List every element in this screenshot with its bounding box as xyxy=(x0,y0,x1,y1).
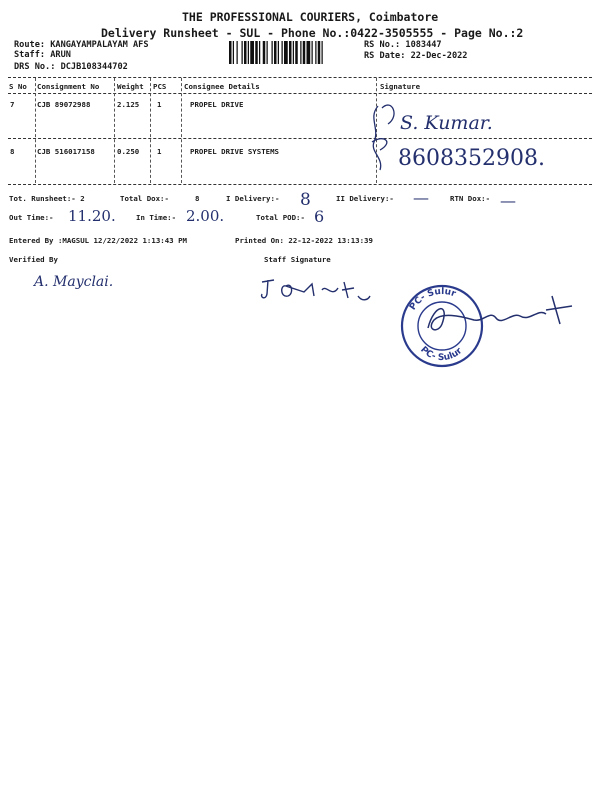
barcode-bar xyxy=(318,41,321,64)
total-dox-label: Total Dox:- xyxy=(120,194,169,203)
verified-signature-handwritten: A. Mayclai. xyxy=(34,274,114,290)
barcode-bar xyxy=(272,41,273,64)
stamp-top-text: PC- Sulur xyxy=(408,286,458,313)
rtn-dox-label: RTN Dox:- xyxy=(450,194,491,203)
in-time-label: In Time:- xyxy=(136,213,177,222)
barcode-bar xyxy=(284,41,288,64)
col-header-pcs: PCS xyxy=(153,82,167,91)
table-top-rule xyxy=(8,77,592,78)
out-time-handwritten: 11.20. xyxy=(68,207,116,225)
barcode xyxy=(229,41,359,64)
barcode-bar xyxy=(244,41,247,64)
barcode-bar xyxy=(263,41,266,64)
printed-on: Printed On: 22-12-2022 13:13:39 xyxy=(235,236,373,245)
ii-delivery-handwritten: — xyxy=(413,188,429,207)
barcode-bar xyxy=(303,41,306,64)
barcode-bar xyxy=(315,41,316,64)
col-header-consignee: Consignee Details xyxy=(184,82,260,91)
stamp-bottom-text: PC- Sulur xyxy=(418,344,465,364)
barcode-bar xyxy=(312,41,313,64)
row-7-sno: 7 xyxy=(10,100,15,109)
col-sep xyxy=(150,78,151,183)
staff-field: Staff: ARUN xyxy=(14,50,71,60)
total-dox-value: 8 xyxy=(195,194,200,203)
company-title: THE PROFESSIONAL COURIERS, Coimbatore xyxy=(182,10,439,24)
col-header-signature: Signature xyxy=(380,82,421,91)
barcode-bar xyxy=(229,41,232,64)
barcode-bar xyxy=(289,41,292,64)
drs-number: DRS No.: DCJB108344702 xyxy=(14,62,128,72)
i-delivery-label: I Delivery:- xyxy=(226,194,280,203)
staff-signature-scribble xyxy=(258,276,388,316)
row-8-consignee: PROPEL DRIVE SYSTEMS xyxy=(190,147,279,156)
runsheet-subtitle: Delivery Runsheet - SUL - Phone No.:0422-3505555 - Page No.:2 xyxy=(101,26,524,40)
in-time-handwritten: 2.00. xyxy=(186,207,225,225)
barcode-bar xyxy=(233,41,234,64)
verified-by-label: Verified By xyxy=(9,255,58,264)
ii-delivery-label: II Delivery:- xyxy=(336,194,394,203)
col-sep xyxy=(114,78,115,183)
col-header-consignment: Consignment No xyxy=(37,82,100,91)
out-time-label: Out Time:- xyxy=(9,213,54,222)
row-7-pcs: 1 xyxy=(157,100,162,109)
barcode-bar xyxy=(237,41,238,64)
row-8-sno: 8 xyxy=(10,147,15,156)
barcode-bar xyxy=(259,41,260,64)
row-8-consignment: CJB 516017158 xyxy=(37,147,95,156)
barcode-bar xyxy=(248,41,249,64)
total-pod-label: Total POD:- xyxy=(256,213,305,222)
row-8-pcs: 1 xyxy=(157,147,162,156)
stamp-signature-scribble xyxy=(420,290,580,340)
entered-by: Entered By :MAGSUL 12/22/2022 1:13:43 PM xyxy=(9,236,187,245)
row-divider xyxy=(8,138,592,139)
barcode-bar xyxy=(278,41,279,64)
barcode-bar xyxy=(295,41,298,64)
rs-date: RS Date: 22-Dec-2022 xyxy=(364,51,468,61)
staff-signature-label: Staff Signature xyxy=(264,255,331,264)
table-bottom-rule xyxy=(8,184,592,185)
row-7-weight: 2.125 xyxy=(117,100,140,109)
barcode-bar xyxy=(293,41,294,64)
barcode-bar xyxy=(282,41,283,64)
table-header-rule xyxy=(8,93,592,94)
col-sep xyxy=(35,78,36,183)
i-delivery-handwritten: 8 xyxy=(300,190,311,210)
barcode-bar xyxy=(322,41,323,64)
rs-number: RS No.: 1083447 xyxy=(364,40,442,50)
col-header-weight: Weight xyxy=(117,82,144,91)
route-field: Route: KANGAYAMPALAYAM AFS xyxy=(14,40,149,50)
barcode-bar xyxy=(267,41,268,64)
col-header-sno: S No xyxy=(9,82,27,91)
col-sep xyxy=(181,78,182,183)
row-7-consignment: CJB 89072988 xyxy=(37,100,91,109)
barcode-bar xyxy=(307,41,311,64)
svg-text:PC- Sulur xyxy=(418,345,464,363)
barcode-bar xyxy=(274,41,277,64)
receiver-name-handwritten: S. Kumar. xyxy=(400,112,493,134)
barcode-bar xyxy=(300,41,301,64)
barcode-bar xyxy=(242,41,243,64)
rtn-dox-handwritten: — xyxy=(500,191,516,210)
tot-runsheet: Tot. Runsheet:- 2 xyxy=(9,194,85,203)
row-8-weight: 0.250 xyxy=(117,147,140,156)
total-pod-handwritten: 6 xyxy=(314,207,325,226)
row-7-consignee: PROPEL DRIVE xyxy=(190,100,244,109)
barcode-bar xyxy=(255,41,258,64)
receiver-phone-handwritten: 8608352908. xyxy=(398,146,545,171)
barcode-bar xyxy=(250,41,254,64)
